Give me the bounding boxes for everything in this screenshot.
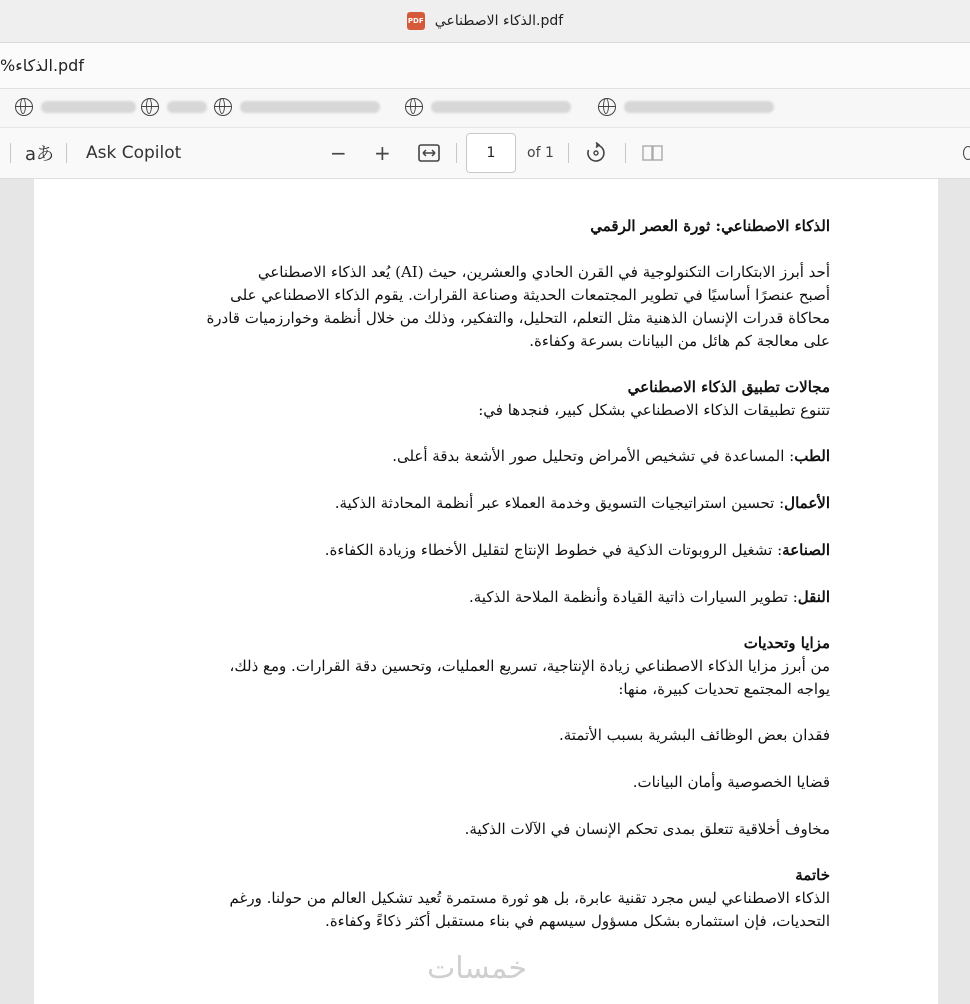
search-button[interactable] <box>963 128 970 178</box>
bookmark-label-redacted <box>431 101 571 113</box>
ask-copilot-button[interactable] <box>86 128 181 178</box>
globe-icon <box>598 98 616 116</box>
bookmark-label-redacted <box>624 101 774 113</box>
section-heading: خاتمة <box>795 866 830 884</box>
intro-line: محاكاة قدرات الإنسان الذهنية مثل التعلم، التحليل، والتفكير، وذلك من خلال أنظمة وخوارزميات قادرة <box>206 309 830 327</box>
toolbar-divider <box>10 143 11 163</box>
bookmark-label-redacted <box>240 101 380 113</box>
field-label: النقل <box>797 588 830 606</box>
bookmark-item[interactable] <box>405 98 571 116</box>
challenge-item: مخاوف أخلاقية تتعلق بمدى تحكم الإنسان في الآلات الذكية. <box>464 820 830 838</box>
document-content <box>170 215 830 933</box>
two-page-icon <box>642 144 664 162</box>
page-current: 1 <box>486 145 496 161</box>
fit-width-icon <box>418 144 440 162</box>
minus-icon: − <box>330 141 347 165</box>
pdf-viewer[interactable] <box>0 179 970 1004</box>
pdf-file-icon: PDF <box>407 12 425 30</box>
paragraph: من أبرز مزايا الذكاء الاصطناعي زيادة الإنتاجية، تسريع العمليات، وتحسين دقة القرارات. ومع ذلك، <box>229 657 830 675</box>
toolbar-divider <box>66 143 67 163</box>
zoom-out-button[interactable] <box>330 128 347 178</box>
rotate-icon <box>585 142 607 164</box>
section-heading: مجالات تطبيق الذكاء الاصطناعي <box>627 378 830 396</box>
fit-page-button[interactable] <box>418 128 440 178</box>
toolbar-divider <box>456 143 457 163</box>
plus-icon: + <box>374 141 391 165</box>
challenge-item: فقدان بعض الوظائف البشرية بسبب الأتمتة. <box>559 726 830 744</box>
globe-icon <box>214 98 232 116</box>
section-heading: مزايا وتحديات <box>743 634 830 652</box>
field-item <box>170 445 830 468</box>
globe-icon <box>405 98 423 116</box>
address-input[interactable]: %الذكاء.pdf <box>0 56 84 75</box>
field-text: : تشغيل الروبوتات الذكية في خطوط الإنتاج لتقليل الأخطاء وزيادة الكفاءة. <box>324 541 783 559</box>
field-label: الصناعة <box>782 541 830 559</box>
field-label: الأعمال <box>784 494 830 512</box>
pdf-page <box>34 179 938 1004</box>
bookmark-item[interactable] <box>214 98 380 116</box>
paragraph: تتنوع تطبيقات الذكاء الاصطناعي بشكل كبير، فنجدها في: <box>478 401 830 419</box>
challenge-item: قضايا الخصوصية وأمان البيانات. <box>632 773 830 791</box>
paragraph: التحديات، فإن استثماره بشكل مسؤول سيسهم في بناء مستقبل أكثر ذكاءً وكفاءة. <box>325 912 830 930</box>
field-text: : تحسين استراتيجيات التسويق وخدمة العملاء عبر أنظمة المحادثة الذكية. <box>334 494 785 512</box>
toolbar-divider <box>625 143 626 163</box>
paragraph: الذكاء الاصطناعي ليس مجرد تقنية عابرة، بل هو ثورة مستمرة تُعيد تشكيل العالم من حولنا. ورغم <box>229 889 830 907</box>
bookmark-label-redacted <box>167 101 207 113</box>
window-title-bar <box>0 0 970 43</box>
toolbar-divider <box>568 143 569 163</box>
field-label: الطب <box>794 447 830 465</box>
pdf-toolbar <box>0 128 970 179</box>
field-text: : المساعدة في تشخيص الأمراض وتحليل صور الأشعة بدقة أعلى. <box>392 447 795 465</box>
page-total <box>527 128 554 178</box>
page-number-input[interactable] <box>466 133 516 173</box>
page-view-button[interactable] <box>642 128 664 178</box>
ask-copilot-label: Ask Copilot <box>86 143 182 163</box>
field-text: : تطوير السيارات ذاتية القيادة وأنظمة الملاحة الذكية. <box>469 588 798 606</box>
paragraph: يواجه المجتمع تحديات كبيرة، منها: <box>618 680 830 698</box>
globe-icon <box>141 98 159 116</box>
bookmark-label-redacted <box>41 101 136 113</box>
bookmarks-bar <box>0 89 970 127</box>
bookmark-item[interactable] <box>15 98 136 116</box>
field-item <box>170 492 830 515</box>
intro-line: أصبح عنصرًا أساسيًا في تطوير المجتمعات الحديثة وصناعة القرارات. يقوم الذكاء الاصطناعي على <box>230 286 830 304</box>
globe-icon <box>15 98 33 116</box>
search-icon <box>963 146 970 160</box>
intro-line: أحد أبرز الابتكارات التكنولوجية في القرن الحادي والعشرين، حيث (AI) يُعد الذكاء الاصطناعي <box>257 263 830 281</box>
window-title: الذكاء الاصطناعي.pdf <box>434 13 564 29</box>
page-total-label: of 1 <box>527 145 554 161</box>
zoom-in-button[interactable] <box>374 128 391 178</box>
intro-line: على معالجة كم هائل من البيانات بسرعة وكفاءة. <box>529 332 830 350</box>
bookmark-item[interactable] <box>598 98 774 116</box>
watermark-logo: خمسات <box>427 951 528 986</box>
translate-icon: aあ <box>25 144 55 165</box>
field-item <box>170 586 830 609</box>
bookmark-item[interactable] <box>141 98 207 116</box>
read-aloud-button[interactable] <box>25 128 54 178</box>
address-bar[interactable] <box>0 43 970 89</box>
field-item <box>170 539 830 562</box>
document-title: الذكاء الاصطناعي: ثورة العصر الرقمي <box>590 217 830 235</box>
rotate-button[interactable] <box>585 128 607 178</box>
